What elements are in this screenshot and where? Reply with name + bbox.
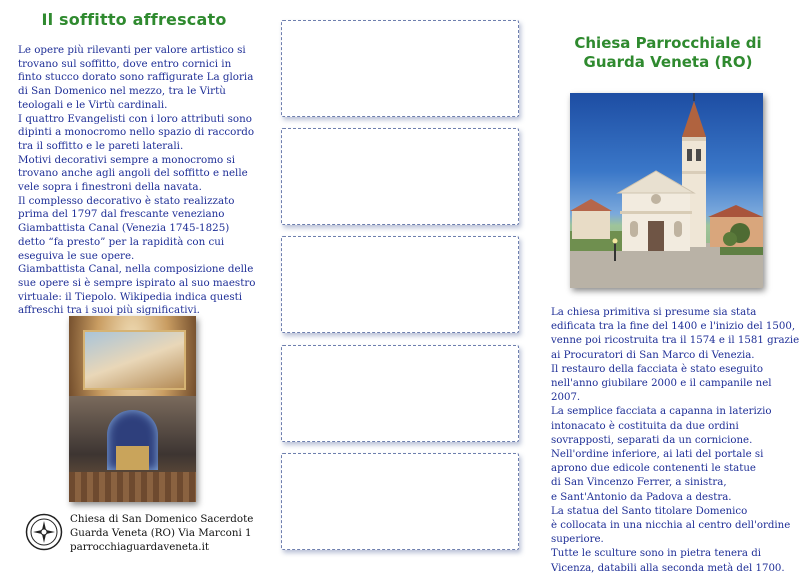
altar xyxy=(116,446,149,470)
parish-seal-icon xyxy=(25,513,63,551)
church-facade-illustration xyxy=(570,93,763,288)
left-panel xyxy=(0,0,268,566)
ceiling-paragraph: I quattro Evangelisti con i loro attributi sono dipinti a monocromo nello spazio di raccordo tra il soffitto e le pareti laterali. xyxy=(18,112,255,152)
ceiling-description xyxy=(18,44,258,318)
ceiling-paragraph: Il complesso decorativo è stato realizzato prima del 1797 dal frescante veneziano Giambattista Canal (Venezia 1745-1825) detto “fa presto” per la rapidità con cui eseguiva le sue opere. xyxy=(18,194,235,262)
ceiling-paragraph: Motivi decorativi sempre a monocromo si trovano anche agli angoli del soffitto e nelle vele sopra i finestroni della navata. xyxy=(18,153,248,194)
history-paragraph: Tutte le sculture sono in pietra tenera di Vicenza, databili alla seconda metà del 1700. xyxy=(551,548,785,574)
church-title-line: Guarda Veneta (RO) xyxy=(583,53,753,71)
parish-website: parrocchiaguardaveneta.it xyxy=(70,541,210,553)
church-interior-photo xyxy=(69,316,196,502)
pews xyxy=(69,472,196,502)
church-history xyxy=(551,306,801,576)
church-name: Chiesa di San Domenico Sacerdote xyxy=(70,513,254,525)
history-paragraph: Il restauro della facciata è stato eseguito nell'anno giubilare 2000 e il campanile nel 2007. xyxy=(551,363,772,404)
history-paragraph: La chiesa primitiva si presume sia stata edificata tra la fine del 1400 e l'inizio del 1500, venne poi ricostruita tra il 1574 e il 1581 grazie ai Procuratori di San Marco di Venezia. xyxy=(551,307,800,361)
empty-frame xyxy=(281,20,519,117)
ceiling-paragraph: Giambattista Canal, nella composizione delle sue opere si è sempre ispirato al suo maestro virtuale: il Tiepolo. Wikipedia indica questi affreschi tra i suoi più significativi. xyxy=(18,263,256,317)
church-title-line: Chiesa Parrocchiale di xyxy=(574,34,762,52)
church-title xyxy=(534,34,802,72)
empty-frame xyxy=(281,453,519,550)
history-paragraph: di San Vincenzo Ferrer, a sinistra, xyxy=(551,477,727,489)
empty-frame xyxy=(281,345,519,442)
right-panel xyxy=(534,0,802,574)
fresco-ceiling xyxy=(83,330,186,390)
empty-frame xyxy=(281,128,519,225)
middle-panel xyxy=(268,0,534,566)
history-paragraph: La semplice facciata a capanna in laterizio intonacato è costituita da due ordini sovrapposti, separati da un cornicione. xyxy=(551,406,772,446)
church-street: Guarda Veneta (RO) Via Marconi 1 xyxy=(70,527,252,539)
church-address xyxy=(70,512,266,554)
ceiling-paragraph: Le opere più rilevanti per valore artistico si trovano sul soffitto, dove entro cornici in finto stucco dorato sono raffigurate La gloria di San Domenico nel mezzo, tra le Virtù teologali e le Virtù cardinali. xyxy=(18,44,254,111)
empty-frame xyxy=(281,236,519,333)
history-paragraph: La statua del Santo titolare Domenico xyxy=(551,505,748,517)
history-paragraph: e Sant'Antonio da Padova a destra. xyxy=(551,491,732,503)
ceiling-section-title: Il soffitto affrescato xyxy=(41,10,227,29)
history-paragraph: è collocata in una nicchia al centro dell'ordine superiore. xyxy=(551,520,791,546)
church-exterior-photo xyxy=(570,93,763,288)
history-paragraph: Nell'ordine inferiore, ai lati del portale si aprono due edicole contenenti le statue xyxy=(551,449,764,475)
